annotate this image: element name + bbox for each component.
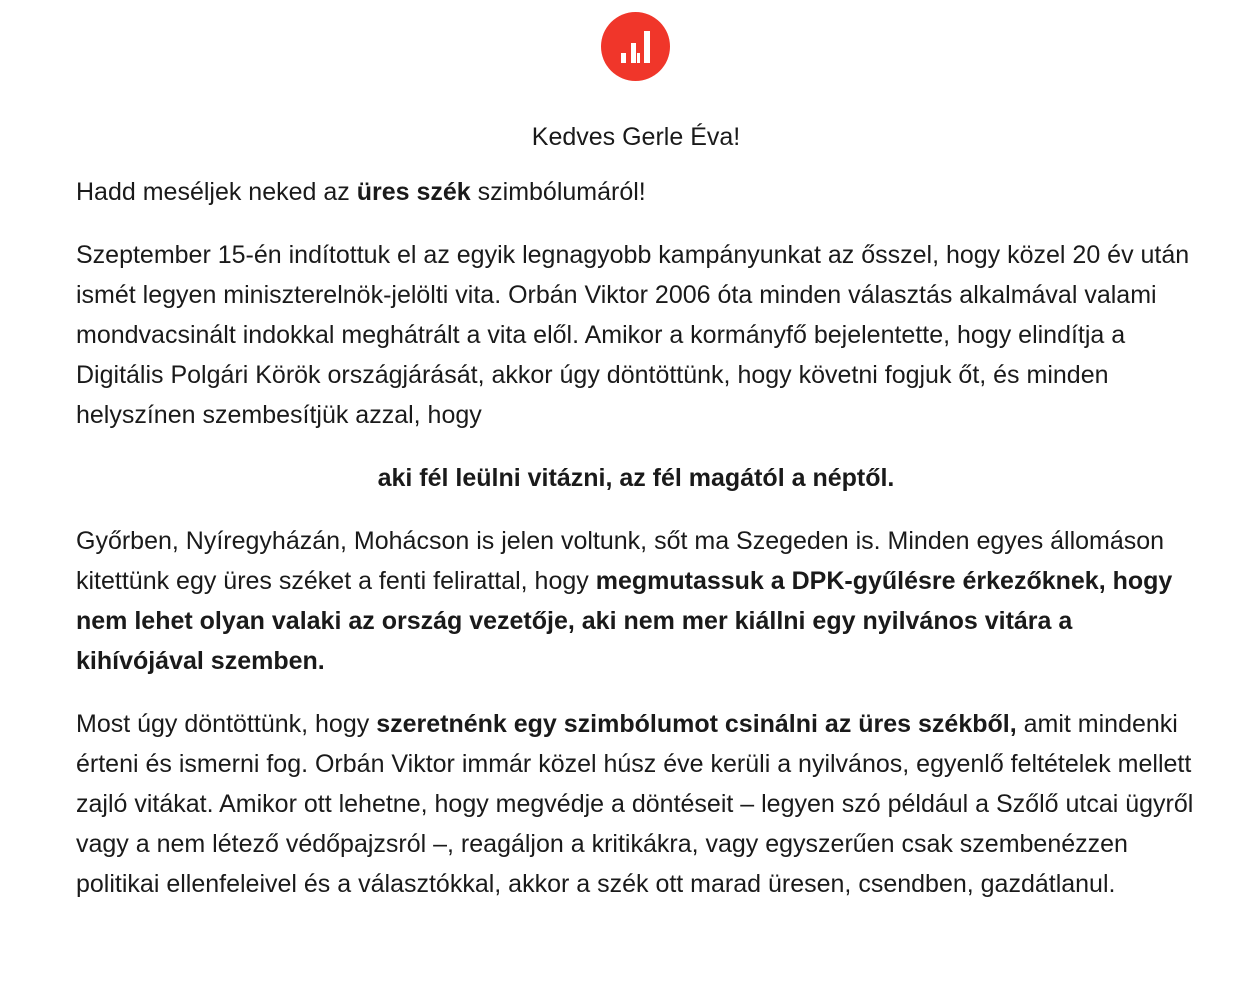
paragraph-symbol-bold: szeretnénk egy szimbólumot csinálni az üres székből, bbox=[376, 710, 1017, 738]
logo-svg bbox=[601, 12, 670, 81]
paragraph-locations bbox=[76, 521, 1196, 681]
paragraph-locations-text: Győrben, Nyíregyházán, Mohácson is jelen voltunk, sőt ma Szegeden is. Minden egyes állomáson kitettünk egy üres széket a fenti felirattal, hogy bbox=[76, 527, 1165, 595]
intro-text-after: szimbólumáról! bbox=[470, 178, 646, 206]
intro-paragraph bbox=[76, 172, 1196, 212]
motto: aki fél leülni vitázni, az fél magától a néptől. bbox=[377, 464, 895, 492]
paragraph-symbol-text-after: amit mindenki érteni és ismerni fog. Orbán Viktor immár közel húsz éve kerüli a nyilvános, egyenlő feltételek mellett zajló vitákat. Amikor ott lehetne, hogy megvédje a döntéseit – legyen szó például a Szőlő utcai ügyről vagy a nem létező védőpajzsról –, reagáljon a kritikákra, vagy egyszerűen csak szembenézzen politikai ellenfeleivel és a választókkal, akkor a szék ott marad üresen, csendben, gazdátlanul. bbox=[76, 710, 1194, 898]
logo-bar-2 bbox=[631, 43, 636, 63]
paragraph-locations-bold: megmutassuk a DPK-gyűlésre érkezőknek, hogy nem lehet olyan valaki az ország vezetője, aki nem mer kiállni egy nyilvános vitára a kihívójával szemben. bbox=[76, 567, 1173, 675]
paragraph-symbol bbox=[76, 704, 1196, 904]
intro-bold: üres szék bbox=[356, 178, 471, 206]
logo-bar-3 bbox=[637, 53, 640, 63]
letter-body bbox=[76, 117, 1196, 919]
greeting: Kedves Gerle Éva! bbox=[531, 123, 741, 151]
logo-bar-4 bbox=[644, 31, 650, 63]
intro-text-before: Hadd meséljek neked az bbox=[76, 178, 357, 206]
logo-bar-1 bbox=[621, 53, 626, 63]
paragraph-campaign: Szeptember 15-én indítottuk el az egyik legnagyobb kampányunkat az ősszel, hogy közel 20 év után ismét legyen miniszterelnök-jelölti vita. Orbán Viktor 2006 óta minden választás alkalmával valami mondvacsinált indokkal meghátrált a vita elől. Amikor a kormányfő bejelentette, hogy elindítja a Digitális Polgári Körök országjárását, akkor úgy döntöttünk, hogy követni fogjuk őt, és minden helyszínen szembesítjük azzal, hogy bbox=[76, 241, 1190, 429]
bar-chart-logo-icon bbox=[601, 12, 670, 81]
paragraph-symbol-text-before: Most úgy döntöttünk, hogy bbox=[76, 710, 377, 738]
